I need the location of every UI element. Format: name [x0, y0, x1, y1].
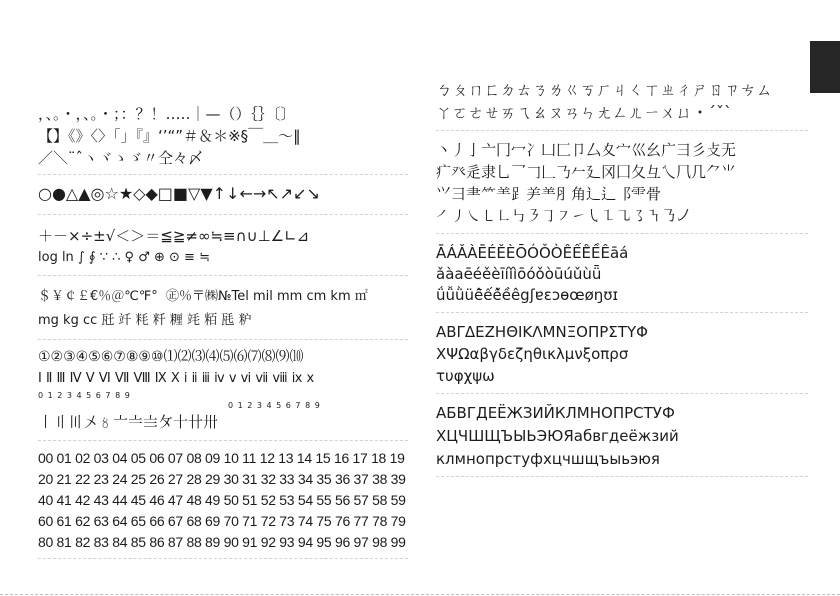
cyrillic-line-1: АБВГДЕЁЖЗИЙКЛМНОПРСТУФ: [436, 404, 675, 422]
two-digit-line-4: 60 61 62 63 64 65 66 67 68 69 70 71 72 73 74 75 76 77 78 79: [38, 513, 406, 529]
units-line-1: ＄￥￠￡€％＠℃℉° ㊣％〒㈱№Tel mil mm cm km ㎡: [38, 289, 368, 304]
greek-line-3: τυφχψω: [436, 367, 495, 385]
suzhou-numerals: 〡〢〣〤〥〦〧〨〩十卄卅: [38, 413, 219, 431]
pinyin-line-3: ǘǚǜüê̄ếê̌ềêgʃɐɛɔɵœøŋʊɪ: [436, 286, 619, 304]
superscript-digits: 0 1 2 3 4 5 6 7 8 9: [38, 391, 131, 400]
cyrillic-line-2: ХЦЧШЩЪЫЬЭЮЯабвгдеёжзий: [436, 427, 679, 445]
two-digit-line-2: 20 21 22 23 24 25 26 27 28 29 30 31 32 33 34 35 36 37 38 39: [38, 471, 406, 487]
units-line-2: mg kg cc 瓩 竏 粍 粁 糎 竓 粨 瓱 粐: [38, 313, 252, 328]
two-digit-line-5: 80 81 82 83 84 85 86 87 88 89 90 91 92 93 94 95 96 97 98 99: [38, 534, 406, 550]
page-bottom-rule: [0, 594, 840, 595]
math-line-1: ＋－×÷±√＜＞＝≦≧≠∞≒≡∩∪⊥∠∟⊿: [38, 227, 310, 245]
roman-numerals: Ⅰ Ⅱ Ⅲ Ⅳ Ⅴ Ⅵ Ⅶ Ⅷ Ⅸ Ⅹ ⅰ ⅱ ⅲ ⅳ ⅴ ⅵ ⅶ ⅷ ⅸ ⅹ: [38, 371, 315, 386]
symbols-line-1: ，、。・，、。・；：？！…‥｜—（）｛｝〔〕: [38, 105, 296, 123]
divider: [38, 558, 408, 559]
divider: [436, 476, 808, 477]
subscript-digits: 0 1 2 3 4 5 6 7 8 9: [228, 401, 321, 410]
cyrillic-line-3: клмнопрстуфхцчшщъыьэюя: [436, 450, 660, 468]
divider: [436, 130, 808, 131]
shapes-line-1: ○●△▲◎☆★◇◆□■▽▼↑↓←→↖↗↙↘: [38, 184, 320, 203]
bopomofo-line-1: ㄅㄆㄇㄈㄉㄊㄋㄌㄍㄎㄏㄐㄑㄒㄓㄔㄕㄖㄗㄘㄙ: [436, 80, 773, 99]
bopomofo-line-2: ㄚㄛㄜㄝㄞㄟㄠㄡㄢㄣㄤㄥㄦㄧㄨㄩ・ˊˇˋ: [436, 103, 733, 122]
greek-line-2: ΧΨΩαβγδεζηθικλμνξοπρσ: [436, 345, 629, 363]
divider: [38, 339, 408, 340]
page-tab-marker: [810, 41, 840, 93]
divider: [436, 393, 808, 394]
math-line-2: log ln ∫ ∮ ∵ ∴ ♀ ♂ ⊕ ⊙ ≡ ≒: [38, 250, 210, 265]
two-digit-line-3: 40 41 42 43 44 45 46 47 48 49 50 51 52 53 54 55 56 57 58 59: [38, 492, 406, 508]
radicals-line-1: 丶丿亅亠冂冖冫凵匚卩厶夊宀巛幺广彐彡攴无: [436, 141, 737, 159]
divider: [38, 440, 408, 441]
circled-numbers: ①②③④⑤⑥⑦⑧⑨⑩⑴⑵⑶⑷⑸⑹⑺⑻⑼⑽: [38, 349, 304, 365]
divider: [38, 214, 408, 215]
two-digit-line-1: 00 01 02 03 04 05 06 07 08 09 10 11 12 13 14 15 16 17 18 19: [38, 450, 405, 466]
symbols-line-3: ／＼¨ˆヽヾゝゞ〃仝々〆: [38, 149, 204, 167]
radicals-line-4: ㇒㇓㇏㇄㇗㇉㇋㇆㇇㇀㇂㇅㇈㇌㇎㇡㇢: [436, 207, 692, 225]
radicals-line-2: 疒癶辵隶乚乛𠃌𠃊𠄎𠂉廴冈囗夂彑乀𠘨几⺈⺌: [436, 163, 737, 181]
radicals-line-3: ⺍彐⺻⺮⺷⻊⺶⺷⺼⻆⻌⻍⻏⻗⻣: [436, 185, 662, 203]
symbols-line-2: 【】《》〈〉「」『』‘’“”＃＆＊※§￣＿～‖: [38, 127, 301, 145]
pinyin-line-2: ǎàaēéěèīíǐìōóǒòūúǔùǖ: [436, 265, 602, 283]
divider: [436, 312, 808, 313]
pinyin-line-1: ĀÁǍÀĒÉĚÈŌÓǑÒÊ̄ẾÊ̌ỀÊāá: [436, 244, 629, 262]
divider: [436, 233, 808, 234]
greek-line-1: ΑΒΓΔΕΖΗΘΙΚΛΜΝΞΟΠΡΣΤΥΦ: [436, 323, 648, 341]
divider: [38, 174, 408, 175]
divider: [38, 275, 408, 276]
